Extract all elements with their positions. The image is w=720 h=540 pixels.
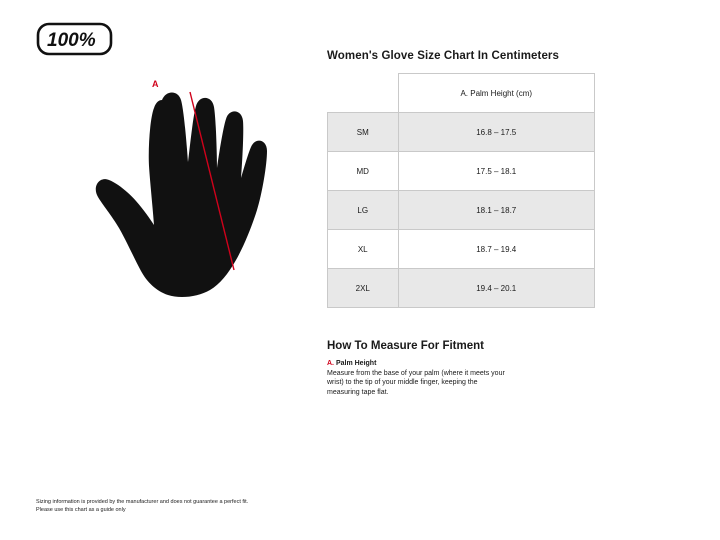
cell-palm-height: 17.5 – 18.1 (398, 152, 595, 191)
how-to-measure-item-title (327, 360, 527, 367)
how-to-measure-item-body: Measure from the base of your palm (where it meets your wrist) to the tip of your middle finger, keeping the measuring tape flat. (327, 370, 505, 396)
cell-size: SM (328, 113, 399, 152)
cell-size: MD (328, 152, 399, 191)
measure-point-label-a: A (152, 79, 159, 89)
brand-logo-100-percent (36, 22, 114, 56)
disclaimer-line-1: Sizing information is provided by the manufacturer and does not guarantee a perfect fit. (36, 498, 249, 505)
page-title: Women's Glove Size Chart In Centimeters (327, 50, 560, 62)
size-chart-section (327, 50, 595, 308)
cell-palm-height: 16.8 – 17.5 (398, 113, 595, 152)
cell-size: LG (328, 191, 399, 230)
disclaimer (36, 498, 336, 515)
how-to-measure-heading: How To Measure For Fitment (327, 340, 484, 352)
cell-size: 2XL (328, 269, 399, 308)
how-to-measure-section (327, 340, 527, 397)
table-row (328, 152, 595, 191)
cell-palm-height: 18.7 – 19.4 (398, 230, 595, 269)
how-to-measure-item-letter: A. (327, 360, 334, 367)
column-header-palm-height: A. Palm Height (cm) (398, 74, 595, 113)
table-row (328, 269, 595, 308)
table-header-row (328, 74, 595, 113)
disclaimer-line-2: Please use this chart as a guide only (36, 507, 126, 514)
size-chart-table (327, 73, 595, 308)
table-corner-cell (328, 74, 399, 113)
how-to-measure-item-name: Palm Height (335, 360, 377, 367)
cell-size: XL (328, 230, 399, 269)
hand-diagram (92, 70, 322, 320)
svg-text:100%: 100% (47, 30, 96, 51)
table-row (328, 113, 595, 152)
table-row (328, 230, 595, 269)
table-row (328, 191, 595, 230)
cell-palm-height: 18.1 – 18.7 (398, 191, 595, 230)
cell-palm-height: 19.4 – 20.1 (398, 269, 595, 308)
